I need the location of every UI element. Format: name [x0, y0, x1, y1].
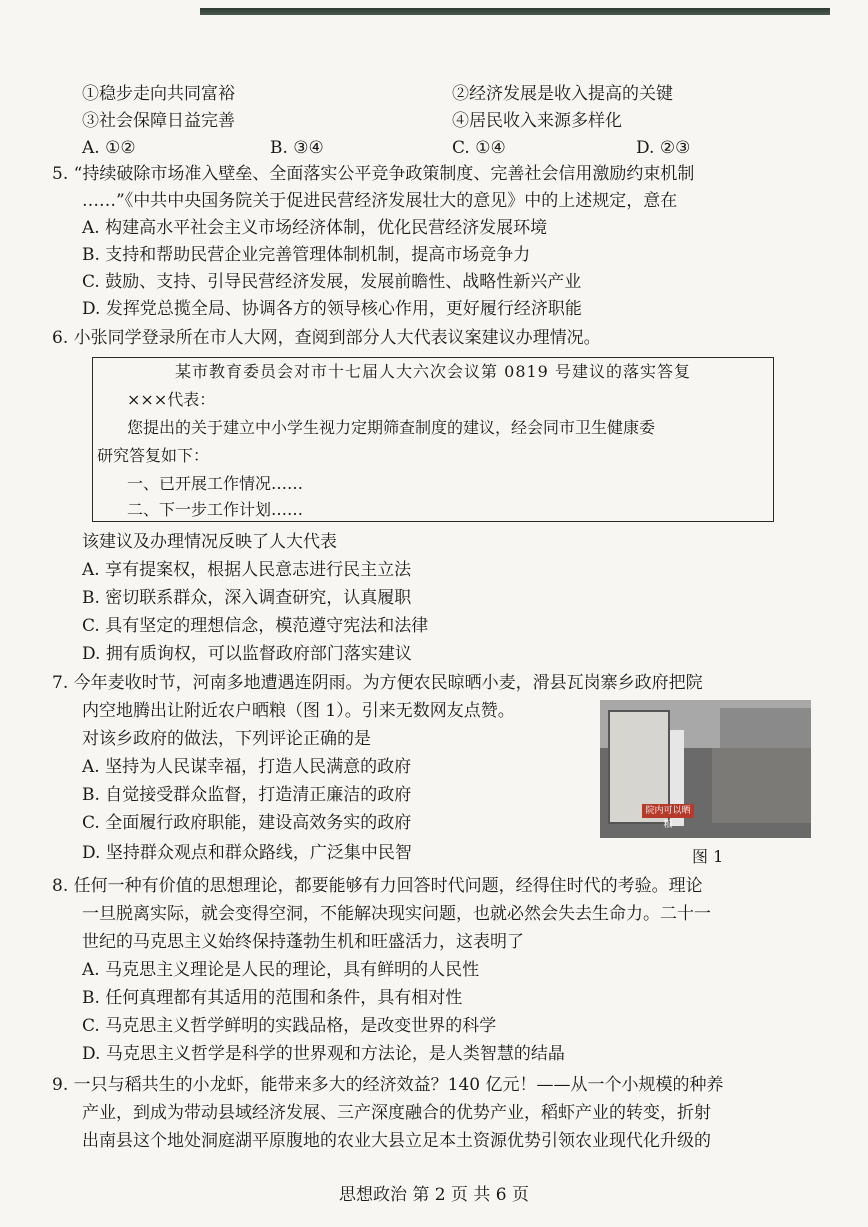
q6-choice-c: C. 具有坚定的理想信念，模范遵守宪法和法律 — [82, 616, 429, 636]
q7-choice-a: A. 坚持为人民谋幸福，打造人民满意的政府 — [82, 757, 412, 777]
photo-sign: 院内可以晒粮 — [642, 804, 694, 818]
page-top-border — [200, 8, 830, 15]
q7-choice-d: D. 坚持群众观点和群众路线，广泛集中民智 — [82, 843, 412, 863]
photo-building — [720, 708, 811, 748]
q9-stem-line1: 9. 一只与稻共生的小龙虾，能带来多大的经济效益？140 亿元！——从一个小规模的种养 — [52, 1075, 724, 1095]
q7-stem-line2: 内空地腾出让附近农户晒粮（图 1）。引来无数网友点赞。 — [82, 701, 515, 721]
q6-choice-b: B. 密切联系群众，深入调查研究，认真履职 — [82, 588, 412, 608]
q4-option-3: ③社会保障日益完善 — [82, 111, 235, 131]
q7-choice-c: C. 全面履行政府职能，建设高效务实的政府 — [82, 813, 412, 833]
q5-choice-c: C. 鼓励、支持、引导民营经济发展，发展前瞻性、战略性新兴产业 — [82, 272, 582, 292]
q7-choice-b: B. 自觉接受群众监督，打造清正廉洁的政府 — [82, 785, 412, 805]
figure-1-photo — [600, 700, 811, 838]
q6-stem: 6. 小张同学登录所在市人大网，查阅到部分人大代表议案建议办理情况。 — [52, 328, 601, 348]
q6-reply-box — [92, 357, 774, 522]
q8-stem-line2: 一旦脱离实际，就会变得空洞，不能解决现实问题，也就必然会失去生命力。二十一 — [82, 904, 711, 924]
q5-stem-line2: ……”《中共中央国务院关于促进民营经济发展壮大的意见》中的上述规定，意在 — [82, 191, 678, 211]
q6-box-salutation: ×××代表： — [127, 390, 216, 409]
q8-choice-b: B. 任何真理都有其适用的范围和条件，具有相对性 — [82, 988, 463, 1008]
q4-choice-b: B. ③④ — [270, 138, 324, 158]
q4-choice-a: A. ①② — [82, 138, 136, 158]
q4-option-2: ②经济发展是收入提高的关键 — [452, 84, 673, 104]
q9-stem-line3: 出南县这个地处洞庭湖平原腹地的农业大县立足本土资源优势引领农业现代化升级的 — [82, 1131, 711, 1151]
q5-choice-b: B. 支持和帮助民营企业完善管理体制机制，提高市场竞争力 — [82, 245, 531, 265]
q6-box-title: 某市教育委员会对市十七届人大六次会议第 0819 号建议的落实答复 — [175, 362, 691, 381]
q7-stem-line1: 7. 今年麦收时节，河南多地遭遇连阴雨。为方便农民晾晒小麦，滑县瓦岗寨乡政府把院 — [52, 673, 703, 693]
q5-choice-d: D. 发挥党总揽全局、协调各方的领导核心作用，更好履行经济职能 — [82, 299, 582, 319]
q8-choice-a: A. 马克思主义理论是人民的理论，具有鲜明的人民性 — [82, 960, 480, 980]
q8-stem-line3: 世纪的马克思主义始终保持蓬勃生机和旺盛活力，这表明了 — [82, 932, 524, 952]
q6-choice-d: D. 拥有质询权，可以监督政府部门落实建议 — [82, 644, 412, 664]
q4-option-1: ①稳步走向共同富裕 — [82, 84, 235, 104]
q8-choice-d: D. 马克思主义哲学是科学的世界观和方法论，是人类智慧的结晶 — [82, 1044, 565, 1064]
q4-choice-c: C. ①④ — [452, 138, 506, 158]
q8-choice-c: C. 马克思主义哲学鲜明的实践品格，是改变世界的科学 — [82, 1016, 497, 1036]
q6-box-item1: 一、已开展工作情况…… — [127, 474, 304, 493]
page-footer: 思想政治 第 2 页 共 6 页 — [338, 1185, 530, 1205]
q7-question: 对该乡政府的做法，下列评论正确的是 — [82, 729, 371, 749]
q5-stem-line1: 5. “持续破除市场准入壁垒、全面落实公平竞争政策制度、完善社会信用激励约束机制 — [52, 164, 695, 184]
q9-stem-line2: 产业，到成为带动县域经济发展、三产深度融合的优势产业，稻虾产业的转变，折射 — [82, 1103, 711, 1123]
q6-box-body2: 研究答复如下： — [97, 446, 210, 465]
q6-box-body1: 您提出的关于建立中小学生视力定期筛查制度的建议，经会同市卫生健康委 — [127, 418, 656, 437]
q6-question: 该建议及办理情况反映了人大代表 — [82, 532, 337, 552]
q4-option-4: ④居民收入来源多样化 — [452, 111, 622, 131]
q4-choice-d: D. ②③ — [636, 138, 691, 158]
figure-1-caption: 图 1 — [692, 847, 724, 866]
q6-box-item2: 二、下一步工作计划…… — [127, 500, 304, 519]
photo-wall — [712, 748, 811, 823]
q6-choice-a: A. 享有提案权，根据人民意志进行民主立法 — [82, 560, 412, 580]
q5-choice-a: A. 构建高水平社会主义市场经济体制，优化民营经济发展环境 — [82, 218, 548, 238]
q8-stem-line1: 8. 任何一种有价值的思想理论，都要能够有力回答时代问题，经得住时代的考验。理论 — [52, 876, 703, 896]
